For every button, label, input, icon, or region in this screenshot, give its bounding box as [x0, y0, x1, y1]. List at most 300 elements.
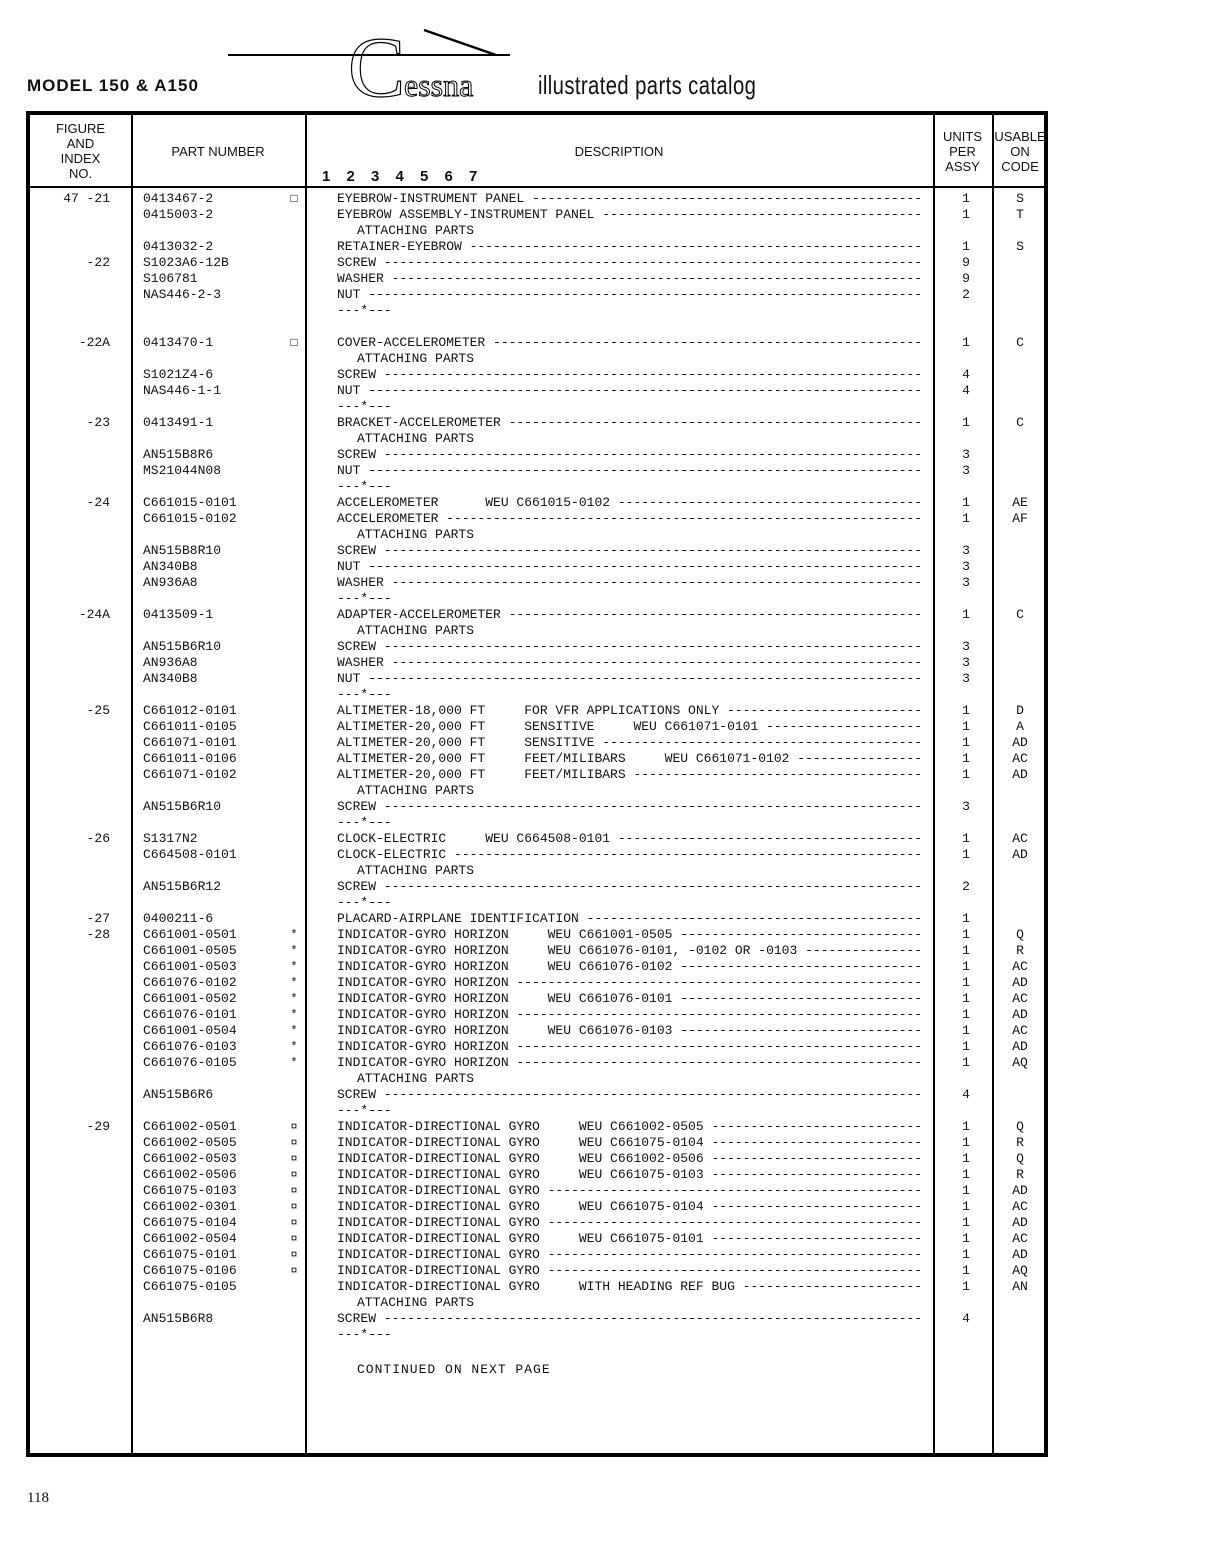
description: ---*---	[337, 303, 392, 318]
units-per-assy: 3	[962, 799, 970, 814]
part-mark: □	[290, 192, 298, 206]
units-per-assy: 1	[962, 511, 970, 526]
usable-code: Q	[1016, 1119, 1024, 1134]
description: ACCELEROMETER WEU C661015-0102 ---------------------------------------	[337, 495, 923, 510]
description: BRACKET-ACCELEROMETER -----------------------------------------------------	[337, 415, 923, 430]
part-number: C661015-0101	[143, 495, 237, 510]
description: ---*---	[337, 815, 392, 830]
units-per-assy: 1	[962, 607, 970, 622]
table-row	[30, 351, 1044, 367]
table-row	[30, 1039, 1044, 1055]
units-per-assy: 3	[962, 639, 970, 654]
description: ---*---	[337, 591, 392, 606]
usable-code: C	[1016, 415, 1024, 430]
description: INDICATOR-DIRECTIONAL GYRO ------------------------------------------------	[337, 1263, 923, 1278]
description: ATTACHING PARTS	[357, 623, 475, 638]
table-row	[30, 735, 1044, 751]
description: ATTACHING PARTS	[357, 527, 475, 542]
units-per-assy: 9	[962, 255, 970, 270]
part-number: AN515B6R10	[143, 639, 222, 654]
figure-index: -23	[86, 415, 110, 430]
table-row	[30, 1103, 1044, 1119]
description: INDICATOR-GYRO HORIZON ----------------------------------------------------	[337, 1039, 923, 1054]
part-number: S106781	[143, 271, 198, 286]
table-row	[30, 463, 1044, 479]
part-mark: ¤	[290, 1248, 298, 1262]
part-mark: □	[290, 336, 298, 350]
part-mark: *	[290, 992, 298, 1006]
description: RETAINER-EYEBROW ----------------------------------------------------------	[337, 239, 923, 254]
table-row	[30, 815, 1044, 831]
header-usable: USABLE ON CODE	[994, 129, 1046, 174]
usable-code: Q	[1016, 927, 1024, 942]
units-per-assy: 1	[962, 495, 970, 510]
units-per-assy: 1	[962, 335, 970, 350]
usable-code: AD	[1012, 1215, 1028, 1230]
table-row	[30, 703, 1044, 719]
units-per-assy: 1	[962, 719, 970, 734]
part-number: C661076-0102	[143, 975, 237, 990]
table-row	[30, 559, 1044, 575]
units-per-assy: 1	[962, 703, 970, 718]
units-per-assy: 1	[962, 1199, 970, 1214]
part-number: C661071-0102	[143, 767, 237, 782]
usable-code: AC	[1012, 991, 1028, 1006]
usable-code: AC	[1012, 831, 1028, 846]
part-number: C661002-0506	[143, 1167, 237, 1182]
units-per-assy: 2	[962, 879, 970, 894]
part-number: C664508-0101	[143, 847, 237, 862]
units-per-assy: 1	[962, 831, 970, 846]
units-per-assy: 1	[962, 1135, 970, 1150]
part-number: S1317N2	[143, 831, 198, 846]
part-mark: ¤	[290, 1136, 298, 1150]
units-per-assy: 4	[962, 383, 970, 398]
part-number: C661075-0104	[143, 1215, 237, 1230]
header-description: DESCRIPTION	[574, 144, 664, 159]
part-mark: ¤	[290, 1168, 298, 1182]
description: ALTIMETER-20,000 FT SENSITIVE WEU C661071-0101 --------------------	[337, 719, 923, 734]
table-row	[30, 1231, 1044, 1247]
description: ALTIMETER-20,000 FT SENSITIVE -----------------------------------------	[337, 735, 923, 750]
description: INDICATOR-GYRO HORIZON ----------------------------------------------------	[337, 975, 923, 990]
table-row	[30, 271, 1044, 287]
description: INDICATOR-DIRECTIONAL GYRO WEU C661075-0104 ---------------------------	[337, 1199, 923, 1214]
description: ---*---	[337, 1327, 392, 1342]
description: COVER-ACCELEROMETER -------------------------------------------------------	[337, 335, 923, 350]
table-row	[30, 1215, 1044, 1231]
part-number: C661002-0505	[143, 1135, 237, 1150]
table-row	[30, 367, 1044, 383]
part-mark: *	[290, 960, 298, 974]
part-number: C661011-0106	[143, 751, 237, 766]
table-row	[30, 1151, 1044, 1167]
units-per-assy: 1	[962, 735, 970, 750]
usable-code: AD	[1012, 1007, 1028, 1022]
figure-index: -28	[86, 927, 110, 942]
part-mark: ¤	[290, 1200, 298, 1214]
figure-index: -24A	[78, 607, 110, 622]
table-row	[30, 671, 1044, 687]
description: INDICATOR-GYRO HORIZON ----------------------------------------------------	[337, 1055, 923, 1070]
table-row	[30, 927, 1044, 943]
description: INDICATOR-DIRECTIONAL GYRO ------------------------------------------------	[337, 1247, 923, 1262]
usable-code: C	[1016, 607, 1024, 622]
description: ATTACHING PARTS	[357, 431, 475, 446]
figure-index: -22	[86, 255, 110, 270]
units-per-assy: 3	[962, 447, 970, 462]
part-number: AN515B6R8	[143, 1311, 214, 1326]
part-number: C661075-0106	[143, 1263, 237, 1278]
units-per-assy: 9	[962, 271, 970, 286]
part-number: C661011-0105	[143, 719, 237, 734]
part-number: C661075-0103	[143, 1183, 237, 1198]
description: NUT -----------------------------------------------------------------------	[337, 463, 923, 478]
part-number: C661002-0501	[143, 1119, 237, 1134]
table-row	[30, 287, 1044, 303]
table-row	[30, 607, 1044, 623]
description: INDICATOR-DIRECTIONAL GYRO WEU C661075-0104 ---------------------------	[337, 1135, 923, 1150]
table-row	[30, 1055, 1044, 1071]
table-row	[30, 1119, 1044, 1135]
part-number: C661075-0105	[143, 1279, 237, 1294]
description: SCREW ---------------------------------------------------------------------	[337, 879, 923, 894]
units-per-assy: 1	[962, 1167, 970, 1182]
part-number: 0413032-2	[143, 239, 214, 254]
part-number: 0413467-2	[143, 191, 214, 206]
units-per-assy: 1	[962, 1231, 970, 1246]
units-per-assy: 1	[962, 911, 970, 926]
units-per-assy: 3	[962, 559, 970, 574]
table-row	[30, 239, 1044, 255]
units-per-assy: 1	[962, 1055, 970, 1070]
units-per-assy: 1	[962, 927, 970, 942]
part-number: C661076-0105	[143, 1055, 237, 1070]
table-row	[30, 623, 1044, 639]
description: EYEBROW-INSTRUMENT PANEL --------------------------------------------------	[337, 191, 923, 206]
table-row	[30, 575, 1044, 591]
units-per-assy: 1	[962, 1119, 970, 1134]
part-number: C661001-0502	[143, 991, 237, 1006]
description: ---*---	[337, 895, 392, 910]
part-number: C661001-0505	[143, 943, 237, 958]
description: INDICATOR-GYRO HORIZON WEU C661076-0103 -------------------------------	[337, 1023, 923, 1038]
table-row	[30, 1071, 1044, 1087]
description: CLOCK-ELECTRIC ------------------------------------------------------------	[337, 847, 923, 862]
table-row	[30, 415, 1044, 431]
description: SCREW ---------------------------------------------------------------------	[337, 639, 923, 654]
table-row	[30, 799, 1044, 815]
usable-code: C	[1016, 335, 1024, 350]
table-row	[30, 1007, 1044, 1023]
part-number: C661001-0504	[143, 1023, 237, 1038]
part-number: AN340B8	[143, 559, 198, 574]
description: ADAPTER-ACCELEROMETER -----------------------------------------------------	[337, 607, 923, 622]
units-per-assy: 3	[962, 543, 970, 558]
logo-wordmark: essna	[404, 67, 474, 103]
part-number: C661075-0101	[143, 1247, 237, 1262]
description: ATTACHING PARTS	[357, 783, 475, 798]
header-units: UNITS PER ASSY	[943, 129, 982, 174]
table-row	[30, 303, 1044, 319]
description: ALTIMETER-20,000 FT FEET/MILIBARS WEU C661071-0102 ----------------	[337, 751, 923, 766]
table-row	[30, 223, 1044, 239]
description: WASHER --------------------------------------------------------------------	[337, 575, 923, 590]
part-number: NAS446-1-1	[143, 383, 222, 398]
parts-table	[26, 111, 1048, 1457]
units-per-assy: 4	[962, 367, 970, 382]
description: INDICATOR-GYRO HORIZON ----------------------------------------------------	[337, 1007, 923, 1022]
table-row	[30, 975, 1044, 991]
description: ---*---	[337, 687, 392, 702]
part-mark: ¤	[290, 1264, 298, 1278]
table-row	[30, 895, 1044, 911]
usable-code: T	[1016, 207, 1024, 222]
units-per-assy: 4	[962, 1311, 970, 1326]
figure-index: -24	[86, 495, 110, 510]
description: INDICATOR-GYRO HORIZON WEU C661076-0102 -------------------------------	[337, 959, 923, 974]
table-row	[30, 847, 1044, 863]
part-number: AN515B6R6	[143, 1087, 214, 1102]
units-per-assy: 1	[962, 1279, 970, 1294]
table-row	[30, 719, 1044, 735]
part-number: AN515B8R10	[143, 543, 222, 558]
table-row	[30, 863, 1044, 879]
description: INDICATOR-DIRECTIONAL GYRO WEU C661002-0506 ---------------------------	[337, 1151, 923, 1166]
units-per-assy: 1	[962, 415, 970, 430]
part-number: C661012-0101	[143, 703, 237, 718]
usable-code: AQ	[1012, 1263, 1028, 1278]
header-part-number: PART NUMBER	[171, 144, 265, 159]
description: CLOCK-ELECTRIC WEU C664508-0101 ---------------------------------------	[337, 831, 923, 846]
part-number: C661071-0101	[143, 735, 237, 750]
units-per-assy: 1	[962, 1215, 970, 1230]
description: SCREW ---------------------------------------------------------------------	[337, 447, 923, 462]
usable-code: Q	[1016, 1151, 1024, 1166]
part-mark: *	[290, 944, 298, 958]
usable-code: AC	[1012, 1199, 1028, 1214]
description: INDICATOR-DIRECTIONAL GYRO WEU C661002-0505 ---------------------------	[337, 1119, 923, 1134]
description: WASHER --------------------------------------------------------------------	[337, 655, 923, 670]
description: NUT -----------------------------------------------------------------------	[337, 287, 923, 302]
description: ACCELEROMETER -------------------------------------------------------------	[337, 511, 923, 526]
table-row	[30, 1023, 1044, 1039]
part-mark: ¤	[290, 1152, 298, 1166]
part-number: AN340B8	[143, 671, 198, 686]
units-per-assy: 3	[962, 671, 970, 686]
part-mark: *	[290, 1008, 298, 1022]
table-row	[30, 479, 1044, 495]
usable-code: S	[1016, 191, 1024, 206]
table-row	[30, 655, 1044, 671]
units-per-assy: 1	[962, 751, 970, 766]
table-row	[30, 591, 1044, 607]
description: NUT -----------------------------------------------------------------------	[337, 671, 923, 686]
table-row	[30, 431, 1044, 447]
units-per-assy: 1	[962, 1183, 970, 1198]
usable-code: S	[1016, 239, 1024, 254]
part-number: S1021Z4-6	[143, 367, 214, 382]
units-per-assy: 1	[962, 191, 970, 206]
usable-code: AD	[1012, 767, 1028, 782]
description: ATTACHING PARTS	[357, 1071, 475, 1086]
description: ---*---	[337, 479, 392, 494]
description: SCREW ---------------------------------------------------------------------	[337, 799, 923, 814]
usable-code: R	[1016, 1167, 1024, 1182]
table-row	[30, 1167, 1044, 1183]
units-per-assy: 1	[962, 1263, 970, 1278]
figure-index: -27	[86, 911, 110, 926]
part-number: 0413470-1	[143, 335, 214, 350]
table-row	[30, 991, 1044, 1007]
table-row	[30, 639, 1044, 655]
description: PLACARD-AIRPLANE IDENTIFICATION -------------------------------------------	[337, 911, 923, 926]
usable-code: AQ	[1012, 1055, 1028, 1070]
usable-code: AF	[1012, 511, 1028, 526]
part-number: C661015-0102	[143, 511, 237, 526]
part-number: AN515B8R6	[143, 447, 214, 462]
units-per-assy: 1	[962, 1247, 970, 1262]
description: INDICATOR-GYRO HORIZON WEU C661076-0101 -------------------------------	[337, 991, 923, 1006]
description: SCREW ---------------------------------------------------------------------	[337, 1087, 923, 1102]
table-row	[30, 1263, 1044, 1279]
table-row	[30, 1183, 1044, 1199]
part-mark: *	[290, 928, 298, 942]
header-indent-levels: 1 2 3 4 5 6 7	[322, 168, 484, 185]
table-row	[30, 751, 1044, 767]
part-number: 0413491-1	[143, 415, 214, 430]
description: INDICATOR-DIRECTIONAL GYRO WITH HEADING REF BUG -----------------------	[337, 1279, 923, 1294]
table-row	[30, 383, 1044, 399]
description: SCREW ---------------------------------------------------------------------	[337, 543, 923, 558]
part-number: C661002-0503	[143, 1151, 237, 1166]
cessna-logo	[228, 22, 518, 108]
description: INDICATOR-DIRECTIONAL GYRO WEU C661075-0101 ---------------------------	[337, 1231, 923, 1246]
usable-code: AD	[1012, 735, 1028, 750]
description: ATTACHING PARTS	[357, 223, 475, 238]
part-number: MS21044N08	[143, 463, 222, 478]
units-per-assy: 3	[962, 655, 970, 670]
part-mark: *	[290, 1040, 298, 1054]
table-row	[30, 1087, 1044, 1103]
part-number: AN936A8	[143, 575, 198, 590]
units-per-assy: 3	[962, 575, 970, 590]
units-per-assy: 1	[962, 959, 970, 974]
description: SCREW ---------------------------------------------------------------------	[337, 255, 923, 270]
units-per-assy: 1	[962, 207, 970, 222]
part-number: 0415003-2	[143, 207, 214, 222]
part-number: 0413509-1	[143, 607, 214, 622]
part-number: AN515B6R12	[143, 879, 222, 894]
units-per-assy: 1	[962, 1151, 970, 1166]
description: ---*---	[337, 399, 392, 414]
units-per-assy: 1	[962, 975, 970, 990]
part-number: C661076-0103	[143, 1039, 237, 1054]
table-row	[30, 767, 1044, 783]
continued-note: CONTINUED ON NEXT PAGE	[357, 1362, 551, 1377]
table-row	[30, 511, 1044, 527]
figure-index: -26	[86, 831, 110, 846]
part-number: AN936A8	[143, 655, 198, 670]
figure-index: -25	[86, 703, 110, 718]
usable-code: AD	[1012, 1183, 1028, 1198]
usable-code: AE	[1012, 495, 1028, 510]
usable-code: AD	[1012, 1039, 1028, 1054]
table-row	[30, 495, 1044, 511]
part-mark: ¤	[290, 1120, 298, 1134]
description: WASHER --------------------------------------------------------------------	[337, 271, 923, 286]
usable-code: AC	[1012, 1231, 1028, 1246]
units-per-assy: 3	[962, 463, 970, 478]
usable-code: AN	[1012, 1279, 1028, 1294]
description: SCREW ---------------------------------------------------------------------	[337, 367, 923, 382]
part-mark: *	[290, 976, 298, 990]
table-row	[30, 543, 1044, 559]
part-mark: ¤	[290, 1232, 298, 1246]
catalog-title: illustrated parts catalog	[538, 70, 757, 100]
table-row	[30, 399, 1044, 415]
usable-code: A	[1016, 719, 1024, 734]
units-per-assy: 1	[962, 943, 970, 958]
description: ATTACHING PARTS	[357, 863, 475, 878]
usable-code: R	[1016, 1135, 1024, 1150]
usable-code: R	[1016, 943, 1024, 958]
description: ALTIMETER-20,000 FT FEET/MILIBARS -------------------------------------	[337, 767, 923, 782]
description: EYEBROW ASSEMBLY-INSTRUMENT PANEL -----------------------------------------	[337, 207, 923, 222]
units-per-assy: 1	[962, 239, 970, 254]
description: NUT -----------------------------------------------------------------------	[337, 559, 923, 574]
table-row	[30, 527, 1044, 543]
table-row	[30, 207, 1044, 223]
part-number: C661002-0301	[143, 1199, 237, 1214]
part-number: C661076-0101	[143, 1007, 237, 1022]
usable-code: AC	[1012, 959, 1028, 974]
figure-index: 47 -21	[63, 191, 110, 206]
model-title: MODEL 150 & A150	[27, 76, 199, 95]
units-per-assy: 4	[962, 1087, 970, 1102]
table-row	[30, 911, 1044, 927]
figure-index: -22A	[78, 335, 110, 350]
units-per-assy: 1	[962, 847, 970, 862]
description: ALTIMETER-18,000 FT FOR VFR APPLICATIONS ONLY -------------------------	[337, 703, 923, 718]
description: INDICATOR-DIRECTIONAL GYRO ------------------------------------------------	[337, 1183, 923, 1198]
table-row	[30, 1279, 1044, 1295]
units-per-assy: 1	[962, 1007, 970, 1022]
part-mark: ¤	[290, 1216, 298, 1230]
usable-code: AC	[1012, 751, 1028, 766]
part-number: C661001-0503	[143, 959, 237, 974]
table-row	[30, 687, 1044, 703]
table-row	[30, 879, 1044, 895]
usable-code: D	[1016, 703, 1024, 718]
figure-index: -29	[86, 1119, 110, 1134]
table-row	[30, 255, 1044, 271]
description: SCREW ---------------------------------------------------------------------	[337, 1311, 923, 1326]
part-number: C661001-0501	[143, 927, 237, 942]
table-row	[30, 943, 1044, 959]
part-number: AN515B6R10	[143, 799, 222, 814]
usable-code: AC	[1012, 1023, 1028, 1038]
usable-code: AD	[1012, 847, 1028, 862]
description: ATTACHING PARTS	[357, 1295, 475, 1310]
table-row	[30, 191, 1044, 207]
usable-code: AD	[1012, 975, 1028, 990]
part-number: C661002-0504	[143, 1231, 237, 1246]
description: NUT -----------------------------------------------------------------------	[337, 383, 923, 398]
units-per-assy: 1	[962, 991, 970, 1006]
usable-code: AD	[1012, 1247, 1028, 1262]
table-row	[30, 1199, 1044, 1215]
